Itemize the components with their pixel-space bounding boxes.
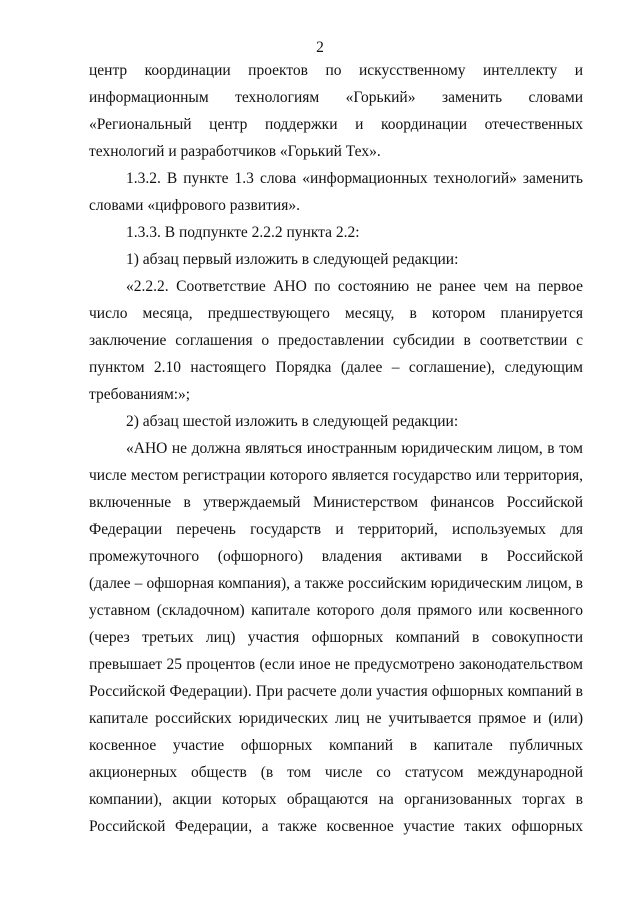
text-line: включенные в утверждаемый Министерством финансов Российской: [89, 494, 583, 511]
text-line: технологий и разработчиков «Горький Тех».: [89, 143, 381, 160]
text-line: числе местом регистрации которого является государство или территория,: [89, 467, 583, 484]
text-line: 1.3.2. В пункте 1.3 слова «информационных технологий» заменить: [126, 170, 583, 187]
text-line: 1) абзац первый изложить в следующей редакции:: [126, 251, 459, 268]
page-number: 2: [316, 39, 324, 56]
text-line: превышает 25 процентов (если иное не предусмотрено законодательством: [89, 656, 583, 673]
text-line: информационным технологиям «Горький» заменить словами: [89, 89, 583, 106]
text-line: косвенное участие офшорных компаний в капитале публичных: [89, 737, 583, 754]
text-line: пунктом 2.10 настоящего Порядка (далее – соглашение), следующим: [89, 359, 583, 376]
text-line: компании), акции которых обращаются на организованных торгах в: [89, 791, 583, 808]
text-line: капитале российских юридических лиц не учитывается прямое и (или): [89, 710, 583, 727]
text-line: (через третьих лиц) участия офшорных компаний в совокупности: [89, 629, 583, 646]
text-line: Федерации перечень государств и территорий, используемых для: [89, 521, 583, 538]
text-line: словами «цифрового развития».: [89, 197, 300, 214]
text-line: 1.3.3. В подпункте 2.2.2 пункта 2.2:: [126, 224, 360, 241]
text-line: «2.2.2. Соответствие АНО по состоянию не ранее чем на первое: [126, 278, 583, 295]
text-line: 2) абзац шестой изложить в следующей редакции:: [126, 413, 459, 430]
text-line: Российской Федерации, а также косвенное участие таких офшорных: [89, 818, 583, 835]
text-line: «АНО не должна являться иностранным юридическим лицом, в том: [126, 440, 583, 457]
text-line: «Региональный центр поддержки и координации отечественных: [89, 116, 583, 133]
text-line: акционерных обществ (в том числе со статусом международной: [89, 764, 583, 781]
text-line: уставном (складочном) капитале которого доля прямого или косвенного: [89, 602, 583, 619]
text-line: Российской Федерации). При расчете доли участия офшорных компаний в: [89, 683, 583, 700]
text-line: требованиям:»;: [89, 386, 191, 403]
text-line: промежуточного (офшорного) владения активами в Российской: [89, 548, 583, 565]
text-line: заключение соглашения о предоставлении субсидии в соответствии с: [89, 332, 583, 349]
text-line: число месяца, предшествующего месяцу, в котором планируется: [89, 305, 583, 322]
text-line: центр координации проектов по искусственному интеллекту и: [89, 62, 583, 79]
text-line: (далее – офшорная компания), а также российским юридическим лицом, в: [89, 575, 583, 592]
